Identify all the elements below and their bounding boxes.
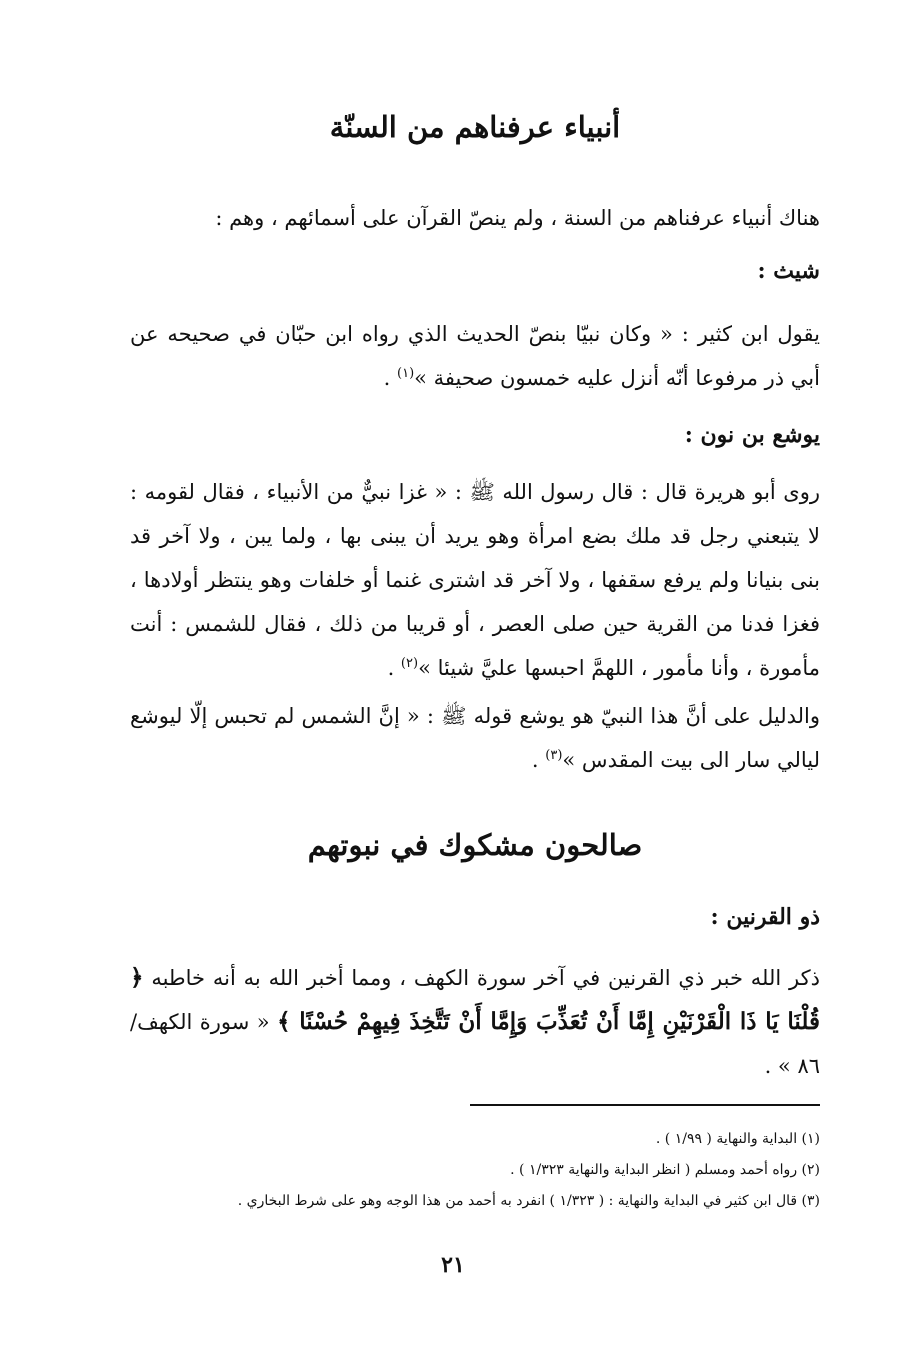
dhul-qarnayn-text: ذكر الله خبر ذي القرنين في آخر سورة الكهف ، ومما أخبر الله به أنه خاطبه [151,966,820,990]
footnote-3: (٣) قال ابن كثير في البداية والنهاية : ( ١/٣٢٣ ) انفرد به أحمد من هذا الوجه وهو على شرط البخاري . [237,1193,820,1209]
footnote-ref-2[interactable]: (٢) [400,656,419,671]
shith-end: . [383,366,397,390]
intro-paragraph [130,196,820,240]
footnote-divider [470,1104,820,1106]
footnotes [120,1124,820,1217]
yusha-hadith-text: روى أبو هريرة قال : قال رسول الله ﷺ : « غزا نبيٌّ من الأنبياء ، فقال لقومه : لا يتبعني رجل قد ملك بضع امرأة وهو يريد أن يبنى بها ، ولما يبن ، ولا آخر قد بنى بنيانا ولم يرفع سقفها ، ولا آخر قد اشترى غنما أو خلفات وهو ينتظر أولادها ، فغزا فدنا من القرية حين صلى العصر ، أو قريبا من ذلك ، فقال للشمس : أنت مأمورة ، وأنا مأمور ، اللهمَّ احبسها عليَّ شيئا » [130,480,820,680]
yusha-hadith-end: . [387,656,401,680]
page-number: ٢١ [441,1252,465,1278]
paragraph-dhul-qarnayn [130,956,820,1088]
quran-verse: ﴿ قُلْنَا يَا ذَا الْقَرْنَيْنِ إِمَّا أَنْ تُعَذِّبَ وَإِمَّا أَنْ تَتَّخِذَ فِيهِمْ حُسْنًا ﴾ [130,964,820,1035]
heading-yusha: يوشع بن نون : [684,422,820,448]
footnote-ref-3[interactable]: (٣) [545,748,563,763]
paragraph-yusha-evidence [130,694,820,782]
intro-text: هناك أنبياء عرفناهم من السنة ، ولم ينصّ القرآن على أسمائهم ، وهم : [215,206,820,230]
heading-shith: شيث : [757,258,820,284]
footnote-2: (٢) رواه أحمد ومسلم ( انظر البداية والنهاية ١/٣٢٣ ) . [510,1162,820,1178]
yusha-evidence-text: والدليل على أنَّ هذا النبيّ هو يوشع قوله ﷺ : « إنَّ الشمس لم تحبس إلّا ليوشع ليالي سار الى بيت المقدس » [130,704,820,772]
paragraph-shith [130,312,820,400]
paragraph-yusha-hadith [130,470,820,690]
shith-text: يقول ابن كثير : « وكان نبيّا بنصّ الحديث الذي رواه ابن حبّان في صحيحه عن أبي ذر مرفوعا أنّه أنزل عليه خمسون صحيفة » [130,322,820,390]
section-title-doubtful-prophets: صالحون مشكوك في نبوتهم [307,828,643,862]
footnote-1: (١) البداية والنهاية ( ١/٩٩ ) . [655,1131,820,1147]
yusha-evidence-end: . [531,748,546,772]
section-title-prophets-from-sunnah: أنبياء عرفناهم من السنّة [329,110,621,144]
footnote-ref-1[interactable]: (١) [397,366,415,381]
heading-dhul-qarnayn: ذو القرنين : [710,904,820,930]
dhul-qarnayn-ref: « سورة الكهف/٨٦ » . [130,1010,820,1078]
